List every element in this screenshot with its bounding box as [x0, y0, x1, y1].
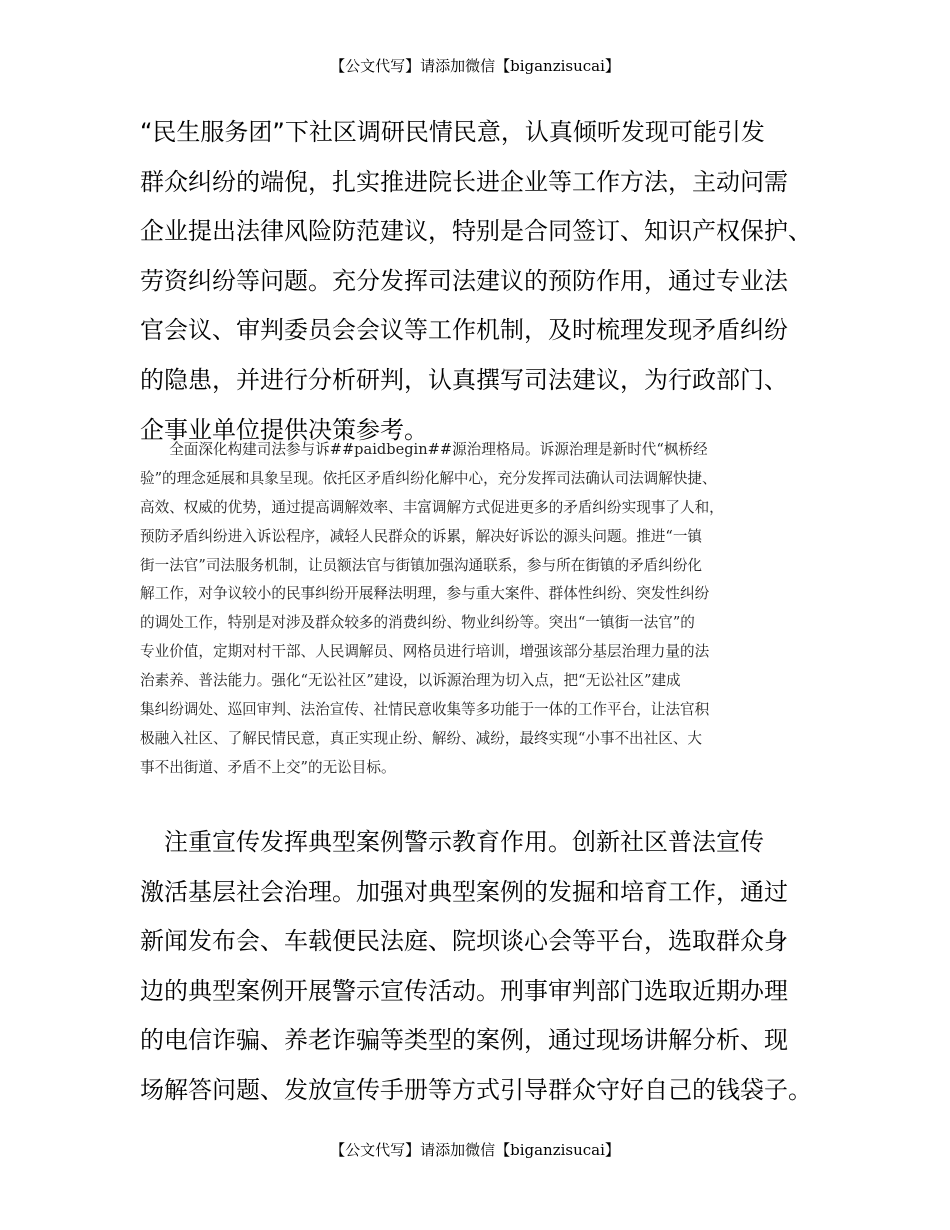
text-line: “民生服务团”下社区调研民情民意，认真倾听发现可能引发: [140, 118, 765, 146]
text-line: 群众纠纷的端倪，扎实推进院长进企业等工作方法，主动问需: [140, 167, 788, 196]
page-footer: 【公文代写】请添加微信【biganzisucai】: [330, 1141, 620, 1159]
text-line: 企事业单位提供决策参考。: [140, 415, 428, 444]
text-line: 劳资纠纷等问题。充分发挥司法建议的预防作用，通过专业法: [140, 266, 788, 295]
text-line: 注重宣传发挥典型案例警示教育作用。创新社区普法宣传: [140, 828, 764, 856]
paragraph-source-governance: [140, 436, 820, 783]
text-line: 专业价值，定期对村干部、人民调解员、网格员进行培训，增强该部分基层治理力量的法: [140, 643, 710, 661]
page-header: 【公文代写】请添加微信【biganzisucai】: [330, 57, 620, 75]
paragraph-community-research: [140, 108, 820, 455]
paragraph-typical-cases: [140, 818, 820, 1116]
text-line: 的调处工作，特别是对涉及群众较多的消费纠纷、物业纠纷等。突出“一镇街一法官”的: [140, 614, 695, 632]
text-line: 新闻发布会、车载便民法庭、院坝谈心会等平台，选取群众身: [140, 927, 788, 956]
text-line: 街一法官”司法服务机制，让员额法官与街镇加强沟通联系，参与所在街镇的矛盾纠纷化: [140, 556, 703, 574]
text-line: 解工作，对争议较小的民事纠纷开展释法明理，参与重大案件、群体性纠纷、突发性纠纷: [140, 585, 710, 603]
text-line: 极融入社区、了解民情民意，真正实现止纷、解纷、减纷，最终实现“小事不出社区、大: [140, 729, 703, 747]
text-line: 全面深化构建司法参与诉##paidbegin##源治理格局。诉源治理是新时代“枫桥经: [140, 441, 708, 458]
text-line: 边的典型案例开展警示宣传活动。刑事审判部门选取近期办理: [140, 976, 788, 1005]
text-line: 的电信诈骗、养老诈骗等类型的案例，通过现场讲解分析、现: [140, 1026, 788, 1055]
text-line: 场解答问题、发放宣传手册等方式引导群众守好自己的钱袋子。: [140, 1075, 812, 1104]
text-line: 治素养、普法能力。强化“无讼社区”建设，以诉源治理为切入点，把“无讼社区”建成: [140, 672, 681, 690]
text-line: 集纠纷调处、巡回审判、法治宣传、社情民意收集等多功能于一体的工作平台，让法官积: [140, 701, 710, 719]
text-line: 的隐患，并进行分析研判，认真撰写司法建议，为行政部门、: [140, 365, 788, 394]
text-line: 验”的理念延展和具象呈现。依托区矛盾纠纷化解中心，充分发挥司法确认司法调解快捷、: [140, 469, 717, 487]
text-line: 官会议、审判委员会会议等工作机制，及时梳理发现矛盾纠纷: [140, 316, 788, 345]
text-line: 高效、权威的优势，通过提高调解效率、丰富调解方式促进更多的矛盾纠纷实现事了人和，: [140, 498, 724, 516]
text-line: 预防矛盾纠纷进入诉讼程序，减轻人民群众的诉累，解决好诉讼的源头问题。推进“一镇: [140, 527, 703, 545]
text-line: 企业提出法律风险防范建议，特别是合同签订、知识产权保护、: [140, 217, 812, 246]
text-line: 事不出街道、矛盾不上交”的无讼目标。: [140, 758, 396, 776]
text-line: 激活基层社会治理。加强对典型案例的发掘和培育工作，通过: [140, 877, 788, 906]
